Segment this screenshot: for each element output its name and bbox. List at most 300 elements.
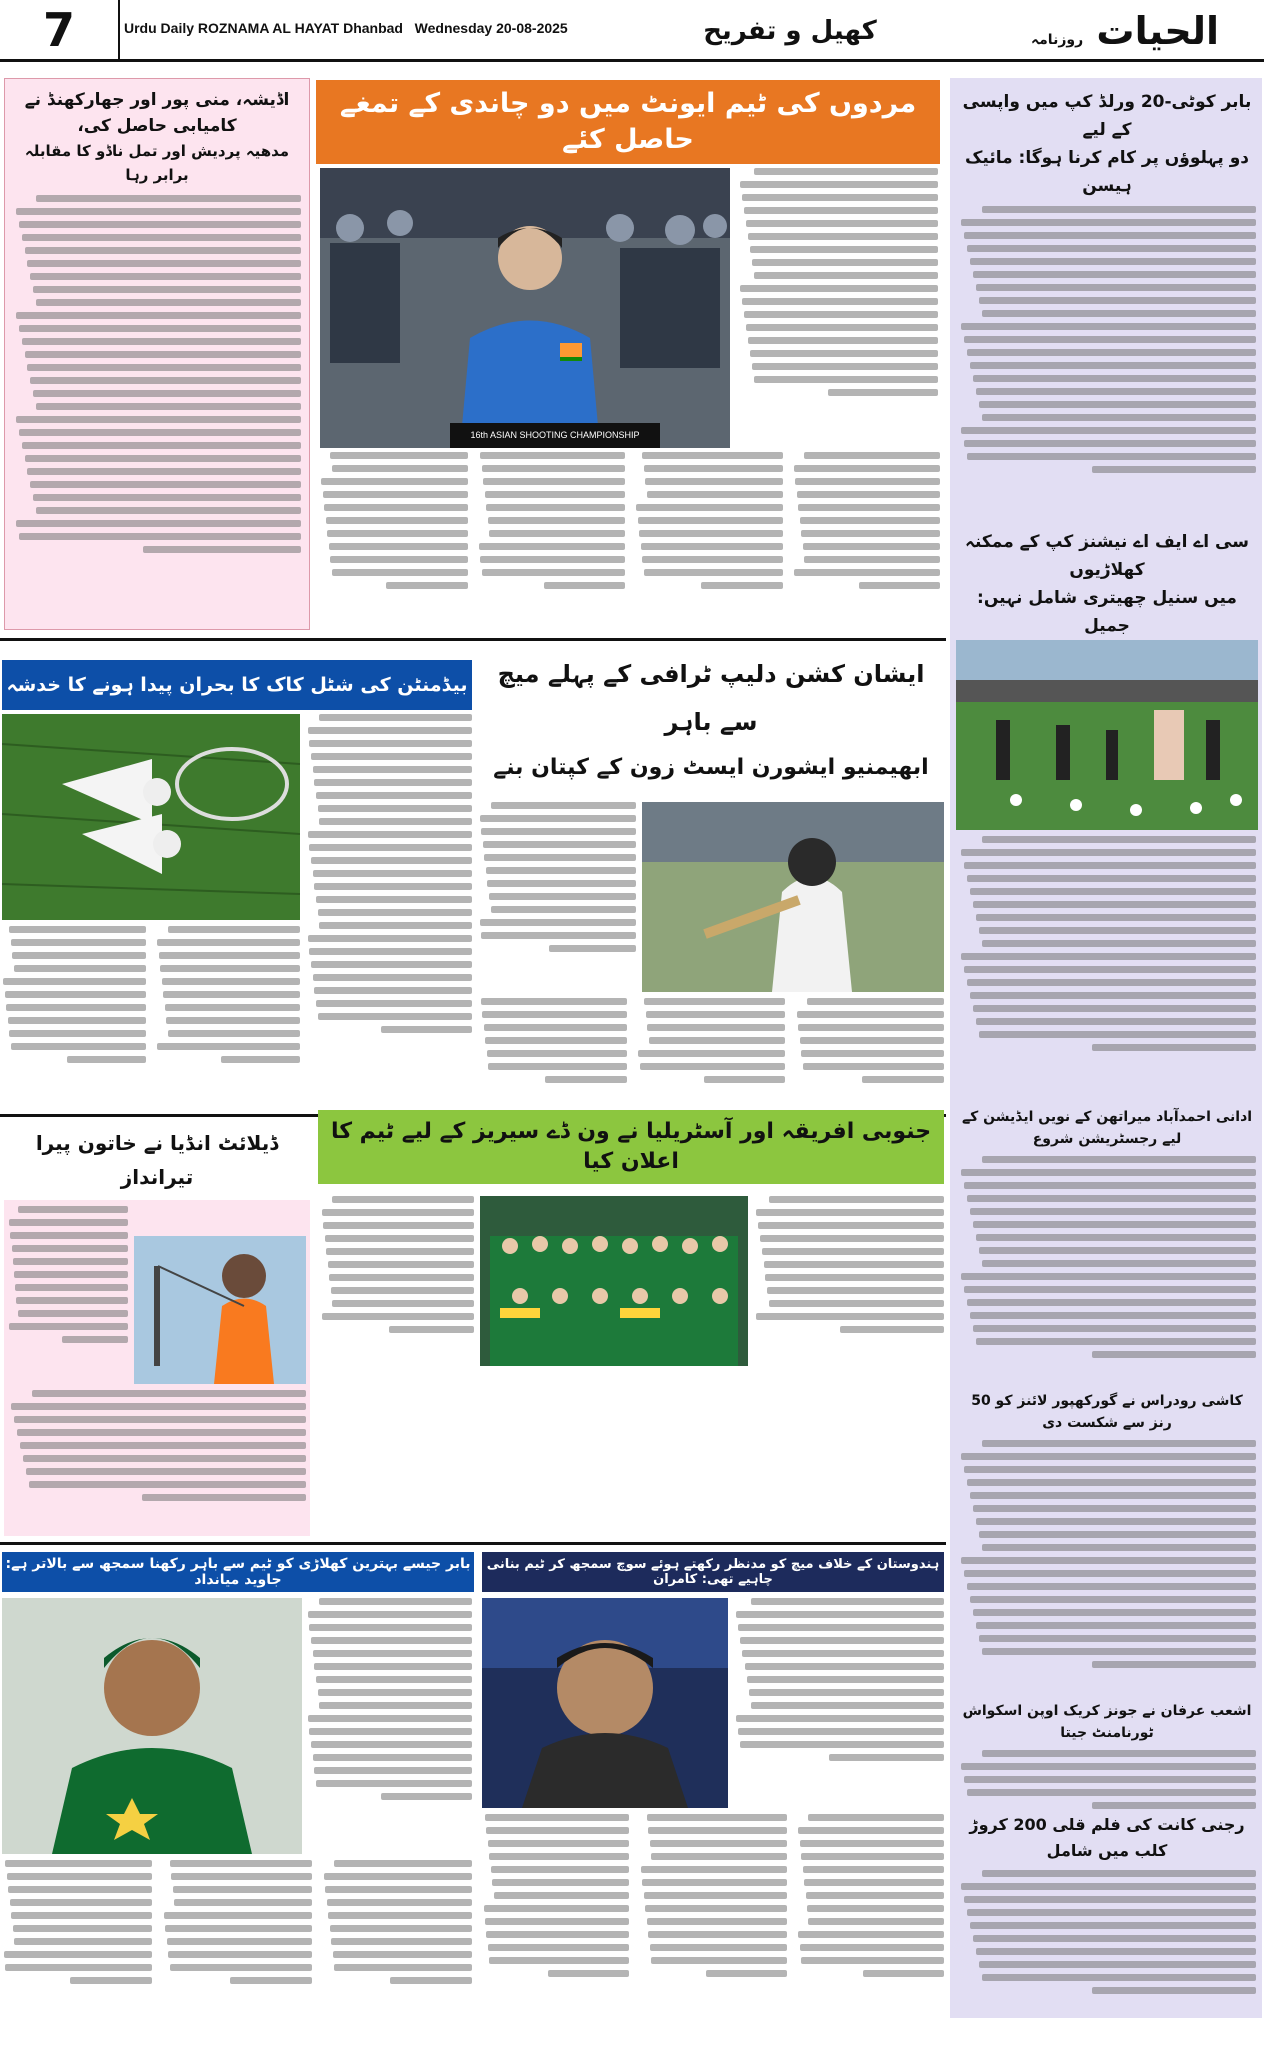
text-line xyxy=(970,992,1256,999)
text-line xyxy=(19,533,301,540)
text-line xyxy=(964,232,1256,239)
text-line xyxy=(322,1209,474,1216)
text-line xyxy=(30,377,301,384)
story-sheetal-title: ڈیلائٹ انڈیا نے خاتون پیرا تیرانداز xyxy=(35,1131,279,1189)
text-line xyxy=(316,792,472,799)
text-line xyxy=(16,416,301,423)
text-line xyxy=(746,220,938,227)
text-line xyxy=(650,1840,787,1847)
text-line xyxy=(982,310,1256,317)
text-line xyxy=(171,1873,312,1880)
text-line xyxy=(309,948,472,955)
text-line xyxy=(1092,1802,1256,1809)
story-kamran-text-right xyxy=(734,1598,944,1808)
text-line xyxy=(7,1873,153,1880)
text-line xyxy=(36,403,301,410)
story-sheetal-text-bottom xyxy=(8,1390,306,1530)
text-line xyxy=(328,1912,472,1919)
story-odisha-text xyxy=(13,195,301,559)
text-line xyxy=(651,1957,787,1964)
text-line xyxy=(33,286,301,293)
shuttlecock-photo xyxy=(2,714,300,920)
text-line xyxy=(798,1024,944,1031)
text-line xyxy=(314,779,472,786)
text-line xyxy=(170,1964,313,1971)
story-ishan-title: ایشان کشن دلیپ ٹرافی کے پہلے میچ سے باہر xyxy=(497,660,925,736)
story-rajinikanth-title: رجنی کانت کی فلم قلی 200 کروڑ کلب میں شامل xyxy=(969,1815,1245,1860)
text-line xyxy=(750,350,938,357)
text-line xyxy=(489,530,625,537)
text-line xyxy=(165,1925,312,1932)
text-line xyxy=(964,1466,1256,1473)
text-line xyxy=(334,1860,472,1867)
text-line xyxy=(794,569,940,576)
text-line xyxy=(487,1050,627,1057)
text-line xyxy=(642,452,782,459)
text-line xyxy=(642,1879,786,1886)
text-line xyxy=(5,991,146,998)
text-line xyxy=(487,880,636,887)
text-line xyxy=(979,1961,1256,1968)
text-line xyxy=(647,1918,787,1925)
story-miandad-text-bottom xyxy=(2,1860,472,2020)
text-line xyxy=(961,323,1256,330)
text-line xyxy=(23,1455,306,1462)
text-line xyxy=(976,1948,1256,1955)
text-line xyxy=(170,1860,313,1867)
text-line xyxy=(325,1886,472,1893)
football-photo xyxy=(956,640,1258,830)
text-line xyxy=(641,543,783,550)
text-line xyxy=(16,1297,128,1304)
text-line xyxy=(970,258,1256,265)
text-line xyxy=(970,362,1256,369)
text-line xyxy=(964,336,1256,343)
story-saaus-text-bottom xyxy=(320,1372,340,1502)
text-line xyxy=(489,1957,629,1964)
text-line xyxy=(163,991,300,998)
text-line xyxy=(769,1300,944,1307)
text-line xyxy=(173,1886,313,1893)
text-line xyxy=(485,1037,626,1044)
text-line xyxy=(313,1650,472,1657)
story-saaus-text-left xyxy=(320,1196,474,1366)
text-line xyxy=(1092,1044,1256,1051)
text-line xyxy=(480,452,625,459)
text-line xyxy=(746,324,938,331)
text-line xyxy=(740,181,938,188)
text-line xyxy=(323,1222,474,1229)
text-line xyxy=(982,206,1256,213)
text-line xyxy=(27,468,301,475)
football-training-image xyxy=(956,640,1258,830)
text-line xyxy=(330,556,467,563)
text-line xyxy=(808,1918,944,1925)
text-line xyxy=(324,504,467,511)
text-line xyxy=(313,974,472,981)
text-line xyxy=(311,753,472,760)
text-line xyxy=(162,978,300,985)
text-line xyxy=(70,1977,153,1984)
text-line xyxy=(20,1442,306,1449)
text-line xyxy=(756,1313,944,1320)
story-shooting-banner xyxy=(316,80,940,164)
text-line xyxy=(982,414,1256,421)
text-line xyxy=(311,1741,472,1748)
text-line xyxy=(748,337,938,344)
story-miandad-title: بابر جیسے بہترین کھلاڑی کو ٹیم سے باہر رکھنا سمجھ سے بالاتر ہے: جاوید میانداد xyxy=(5,1556,471,1588)
text-line xyxy=(801,530,940,537)
text-line xyxy=(8,1017,146,1024)
text-line xyxy=(319,1702,472,1709)
text-line xyxy=(165,1004,300,1011)
text-line xyxy=(311,857,472,864)
text-line xyxy=(967,245,1256,252)
section-title: کھیل و تفریح xyxy=(703,16,877,46)
text-line xyxy=(801,1050,944,1057)
text-line xyxy=(167,1938,313,1945)
text-line xyxy=(481,828,636,835)
text-line xyxy=(67,1056,146,1063)
text-line xyxy=(8,1886,152,1893)
text-line xyxy=(751,1702,944,1709)
text-line xyxy=(976,1338,1256,1345)
text-line xyxy=(964,1182,1256,1189)
text-line xyxy=(19,429,301,436)
text-line xyxy=(319,818,472,825)
text-line xyxy=(800,1944,944,1951)
text-line xyxy=(979,1031,1256,1038)
text-line xyxy=(313,766,472,773)
text-line xyxy=(492,1879,629,1886)
text-line xyxy=(33,390,301,397)
text-line xyxy=(967,453,1256,460)
text-line xyxy=(480,556,625,563)
text-line xyxy=(762,1248,944,1255)
text-line xyxy=(803,1866,944,1873)
text-line xyxy=(14,1416,306,1423)
shuttlecock-image xyxy=(2,714,300,920)
text-line xyxy=(801,1957,944,1964)
date-line: Wednesday 20-08-2025 xyxy=(414,20,568,36)
text-line xyxy=(769,1196,944,1203)
text-line xyxy=(1092,1987,1256,1994)
text-line xyxy=(736,1715,944,1722)
text-line xyxy=(797,1011,944,1018)
text-line xyxy=(488,1944,629,1951)
text-line xyxy=(961,427,1256,434)
text-line xyxy=(480,815,636,822)
text-line xyxy=(976,1622,1256,1629)
divider-row2 xyxy=(0,638,946,641)
text-line xyxy=(327,530,467,537)
text-line xyxy=(318,909,472,916)
text-line xyxy=(318,805,472,812)
text-line xyxy=(314,883,472,890)
text-line xyxy=(29,1481,306,1488)
text-line xyxy=(483,478,625,485)
text-line xyxy=(488,1840,629,1847)
logo-text: الحیات xyxy=(1096,9,1220,53)
text-line xyxy=(390,1977,473,1984)
text-line xyxy=(964,1286,1256,1293)
story-ishan-subtitle: ابھیمنیو ایشورن ایسٹ زون کے کپتان بنے xyxy=(493,755,929,780)
story-marathon xyxy=(958,1106,1256,1386)
text-line xyxy=(491,906,636,913)
text-line xyxy=(638,517,783,524)
text-line xyxy=(964,440,1256,447)
text-line xyxy=(808,1814,944,1821)
text-line xyxy=(9,1030,146,1037)
text-line xyxy=(804,452,940,459)
text-line xyxy=(545,1076,627,1083)
text-line xyxy=(143,546,301,553)
story-odisha-subtitle: مدھیہ پردیش اور تمل ناڈو کا مقابلہ برابر رہا xyxy=(24,142,290,184)
text-line xyxy=(381,1026,472,1033)
divider-row4 xyxy=(0,1542,946,1545)
text-line xyxy=(157,939,300,946)
text-line xyxy=(325,1235,474,1242)
text-line xyxy=(767,1287,944,1294)
text-line xyxy=(334,1964,472,1971)
text-line xyxy=(313,870,472,877)
text-line xyxy=(807,1905,944,1912)
story-saaus-title: جنوبی افریقہ اور آسٹریلیا نے ون ڈے سیریز کے لیے ٹیم کا اعلان کیا xyxy=(330,1119,932,1174)
text-line xyxy=(794,465,940,472)
text-line xyxy=(330,452,467,459)
text-line xyxy=(979,1531,1256,1538)
text-line xyxy=(800,1840,944,1847)
story-badminton-text-right xyxy=(306,714,472,1108)
story-badminton-text-bottom xyxy=(2,926,300,1108)
text-line xyxy=(308,727,472,734)
page-number: 7 xyxy=(0,0,120,60)
story-shooting-title: مردوں کی ٹیم ایونٹ میں دو چاندی کے تمغے حاصل کئے xyxy=(339,88,917,155)
story-babar-hesson xyxy=(958,88,1256,518)
text-line xyxy=(309,1728,472,1735)
text-line xyxy=(230,1977,313,1984)
text-line xyxy=(482,569,625,576)
text-line xyxy=(481,932,636,939)
text-line xyxy=(486,1827,629,1834)
text-line xyxy=(489,1853,629,1860)
text-line xyxy=(484,854,636,861)
text-line xyxy=(647,1814,787,1821)
story-kashi-text xyxy=(958,1440,1256,1674)
story-babar-hesson-text xyxy=(958,206,1256,479)
text-line xyxy=(13,1258,128,1265)
text-line xyxy=(332,569,468,576)
text-line xyxy=(982,1544,1256,1551)
batsman-image xyxy=(642,802,944,992)
text-line xyxy=(804,1879,944,1886)
text-line xyxy=(647,491,783,498)
story-marathon-title: ادانی احمدآباد میراتھن کے نویں ایڈیشن کے لیے رجسٹریشن شروع xyxy=(961,1109,1253,1147)
text-line xyxy=(308,1611,472,1618)
text-line xyxy=(738,1728,944,1735)
text-line xyxy=(760,1235,944,1242)
text-line xyxy=(323,491,468,498)
text-line xyxy=(12,1245,128,1252)
text-line xyxy=(30,481,301,488)
text-line xyxy=(967,1909,1256,1916)
text-line xyxy=(982,940,1256,947)
text-line xyxy=(982,836,1256,843)
story-odisha-title: اڈیشہ، منی پور اور جھارکھنڈ نے کامیابی حاصل کی، xyxy=(24,90,290,136)
text-line xyxy=(10,1899,153,1906)
text-line xyxy=(479,543,625,550)
kamran-akmal-image xyxy=(482,1598,728,1808)
story-babar-hesson-subtitle: دو پہلوؤں پر کام کرنا ہوگا: مائیک ہیسن xyxy=(964,148,1250,196)
text-line xyxy=(17,1429,306,1436)
text-line xyxy=(964,1776,1256,1783)
text-line xyxy=(803,1063,944,1070)
text-line xyxy=(976,914,1256,921)
text-line xyxy=(484,1024,627,1031)
text-line xyxy=(316,896,472,903)
paper-info xyxy=(124,20,634,44)
text-line xyxy=(318,1013,472,1020)
text-line xyxy=(326,1248,474,1255)
text-line xyxy=(27,260,301,267)
text-line xyxy=(5,1860,152,1867)
text-line xyxy=(976,1018,1256,1025)
text-line xyxy=(740,1637,944,1644)
text-line xyxy=(9,1219,128,1226)
text-line xyxy=(491,802,636,809)
story-marathon-text xyxy=(958,1156,1256,1364)
text-line xyxy=(644,998,785,1005)
text-line xyxy=(168,926,300,933)
story-kamran-text-bottom xyxy=(482,1814,944,2020)
text-line xyxy=(322,1313,474,1320)
story-ashab-title: اشعب عرفان نے جونز کریک اوپن اسکواش ٹورنامنٹ جیتا xyxy=(962,1703,1252,1741)
text-line xyxy=(15,1284,128,1291)
text-line xyxy=(309,740,472,747)
story-rajinikanth-text xyxy=(958,1870,1256,2000)
text-line xyxy=(744,207,938,214)
text-line xyxy=(544,582,625,589)
text-line xyxy=(6,1004,146,1011)
text-line xyxy=(484,1905,630,1912)
text-line xyxy=(961,219,1256,226)
text-line xyxy=(982,1870,1256,1877)
text-line xyxy=(314,1767,472,1774)
text-line xyxy=(14,1938,152,1945)
text-line xyxy=(979,401,1256,408)
text-line xyxy=(742,298,938,305)
text-line xyxy=(330,1925,473,1932)
text-line xyxy=(11,939,146,946)
story-rajinikanth xyxy=(958,1812,1256,2012)
text-line xyxy=(961,1557,1256,1564)
text-line xyxy=(967,1479,1256,1486)
text-line xyxy=(798,1931,944,1938)
logo-small-text: روزنامہ xyxy=(1030,32,1084,48)
text-line xyxy=(758,1222,944,1229)
text-line xyxy=(381,1793,472,1800)
text-line xyxy=(486,1931,629,1938)
text-line xyxy=(701,582,782,589)
text-line xyxy=(647,1024,785,1031)
text-line xyxy=(488,517,625,524)
text-line xyxy=(750,246,938,253)
text-line xyxy=(168,1951,312,1958)
text-line xyxy=(386,582,467,589)
text-line xyxy=(480,919,636,926)
text-line xyxy=(644,1892,787,1899)
text-line xyxy=(19,221,301,228)
text-line xyxy=(9,926,146,933)
text-line xyxy=(3,978,146,985)
text-line xyxy=(645,1905,786,1912)
story-chhetri xyxy=(958,528,1256,638)
text-line xyxy=(482,1011,626,1018)
text-line xyxy=(806,1892,944,1899)
text-line xyxy=(973,1221,1256,1228)
text-line xyxy=(982,1750,1256,1757)
text-line xyxy=(485,1814,629,1821)
text-line xyxy=(644,569,783,576)
text-line xyxy=(319,1598,472,1605)
text-line xyxy=(736,1611,944,1618)
text-line xyxy=(18,1310,128,1317)
text-line xyxy=(319,714,472,721)
text-line xyxy=(640,1063,786,1070)
story-badminton-title: بیڈمنٹن کی شٹل کاک کا بحران پیدا ہونے کا خدشہ xyxy=(6,674,468,696)
shooting-photo xyxy=(320,168,730,448)
text-line xyxy=(641,1866,787,1873)
text-line xyxy=(650,1944,787,1951)
text-line xyxy=(326,517,468,524)
text-line xyxy=(752,363,938,370)
text-line xyxy=(329,543,468,550)
text-line xyxy=(964,966,1256,973)
text-line xyxy=(979,1635,1256,1642)
text-line xyxy=(742,1650,944,1657)
text-line xyxy=(801,1853,944,1860)
south-africa-team-image xyxy=(480,1196,748,1366)
text-line xyxy=(221,1056,300,1063)
text-line xyxy=(976,1234,1256,1241)
text-line xyxy=(979,1247,1256,1254)
text-line xyxy=(646,1011,786,1018)
text-line xyxy=(970,1312,1256,1319)
text-line xyxy=(486,504,625,511)
text-line xyxy=(485,491,625,498)
text-line xyxy=(13,1925,153,1932)
text-line xyxy=(973,901,1256,908)
text-line xyxy=(157,1043,300,1050)
text-line xyxy=(36,299,301,306)
text-line xyxy=(970,1596,1256,1603)
text-line xyxy=(26,1468,306,1475)
text-line xyxy=(644,465,783,472)
text-line xyxy=(482,465,625,472)
team-photo xyxy=(480,1196,748,1366)
shooter-image xyxy=(320,168,730,448)
text-line xyxy=(311,961,472,968)
text-line xyxy=(311,1637,472,1644)
babar-azam-image xyxy=(2,1598,302,1854)
babar-photo xyxy=(2,1598,302,1854)
text-line xyxy=(749,1689,944,1696)
text-line xyxy=(332,1300,474,1307)
text-line xyxy=(798,1827,944,1834)
text-line xyxy=(549,945,636,952)
text-line xyxy=(1092,466,1256,473)
text-line xyxy=(327,1899,473,1906)
